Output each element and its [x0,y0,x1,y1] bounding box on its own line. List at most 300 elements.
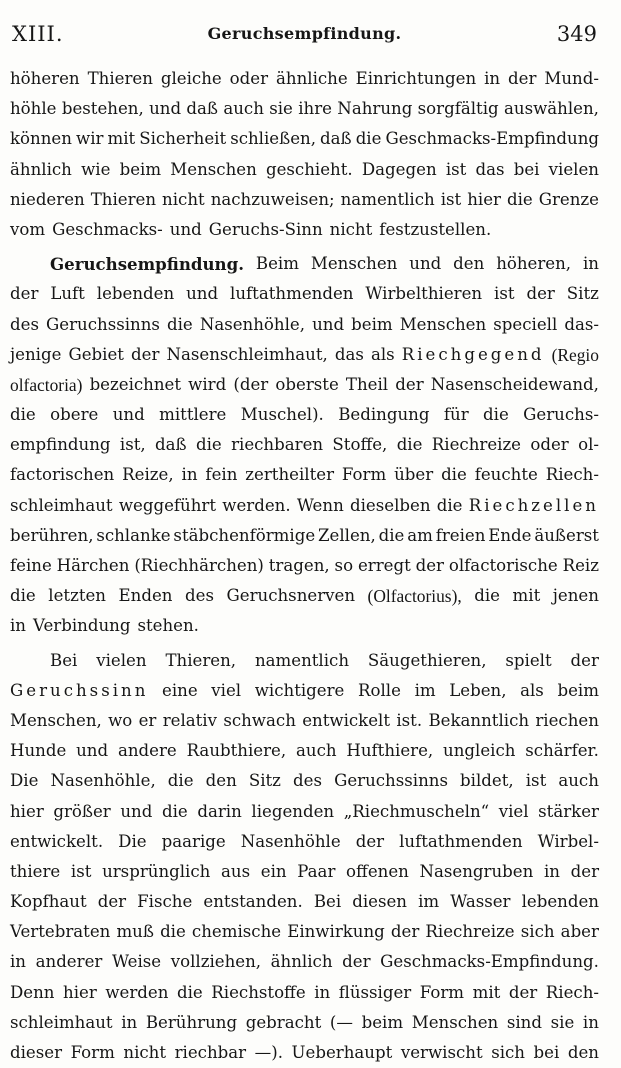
word: ähnliche [276,69,348,88]
word: viel [498,801,529,821]
word: der [570,861,599,881]
word: berühren, [10,525,94,545]
word: Menschen, [10,710,102,730]
word: obere [50,405,99,425]
word: „Riechmuscheln“ [343,801,490,821]
word: die [483,405,509,425]
word: luftathmenden [230,284,354,304]
word: Vertebraten [10,922,111,942]
word: Einwirkung [287,922,385,942]
word: die [436,495,463,515]
word: Kopfhaut [10,892,87,912]
word: oberste [275,374,339,394]
word: der [395,374,424,394]
word: beim [119,159,162,179]
word: höheren, [496,254,572,274]
word: als [370,344,395,364]
word: Grenze [538,189,599,209]
word: ist, [119,435,146,455]
word: Thieren [87,69,153,88]
word: Nasenschleimhaut, [166,344,328,364]
word: stäbchenförmige [173,525,316,545]
word: beim [557,680,599,700]
word: schwach [223,710,296,730]
word: Nasenscheidewand, [430,374,599,394]
word: Theil [345,374,389,394]
text-line [10,646,599,676]
word: Nasenhöhle, [50,771,156,791]
word: das [334,344,364,364]
word: die [506,189,533,209]
text-line [10,370,599,400]
word: Wirbelthieren [365,284,483,304]
word: in [121,1012,138,1032]
word: in [181,465,198,485]
word: und [112,405,145,425]
word: ist [525,771,547,791]
word: bildet, [460,771,514,791]
word: factorischen [10,465,115,485]
word: fein [205,465,238,485]
word: Form [341,465,387,485]
text-line [10,64,599,94]
word: in [10,952,26,972]
text-line [10,185,599,215]
page-header [10,14,599,48]
word: entwickelt. [10,831,104,851]
word: der [131,344,160,364]
word: der [10,284,39,304]
word: Bedingung [338,405,430,425]
word: in [484,69,501,88]
word: flüssiger [338,982,412,1002]
word: ursprünglich [102,861,211,881]
word: riechbaren [231,435,324,455]
word: eine [162,680,198,700]
word: Menschen [310,254,398,274]
word: jenige [10,344,62,364]
word: Wirbel- [537,831,599,851]
chapter-number: XIII. [12,22,64,46]
word: auswählen, [503,99,599,119]
word: für [443,405,469,425]
word: mit [512,586,541,606]
word: Ende [488,525,532,545]
text-line [10,1008,599,1038]
word: und [149,99,182,119]
word: (der [233,374,269,394]
word: Riech- [545,465,599,485]
word: sie [269,99,293,119]
word: den [453,254,485,274]
text-line [10,766,599,796]
word: das [475,159,505,179]
text-line [10,736,599,766]
word: ungleich [443,741,516,761]
word: des [185,586,214,606]
word: der [508,69,537,88]
word: luftathmenden [399,831,523,851]
word: Geruchsnerven [226,586,356,606]
word: die [160,922,186,942]
word: spielt [505,650,552,670]
word: olfactorische [448,556,558,575]
word: über [394,465,434,485]
word: ein [260,861,287,881]
word: und [312,314,345,334]
word: die [10,405,36,425]
word: anderer [35,952,103,972]
word: die [474,586,500,606]
word: verwischt [400,1043,483,1062]
word: schließen, [230,129,316,149]
text-line [10,124,599,154]
word: und [76,741,109,761]
word: bestehen, [61,99,144,119]
text-line [10,676,599,706]
word: Sitz [566,284,599,304]
word: Riechreize [431,435,522,455]
text-line [10,857,599,887]
word: Raubthiere, [186,741,287,761]
word: schleimhaut [10,1012,113,1032]
word: Reize, [122,465,174,485]
word: die [10,586,36,606]
word: nachzuweisen; [210,189,335,209]
paragraph-p1 [10,64,599,245]
word: Bei [313,892,342,912]
word: Reiz [562,556,599,575]
word: Riech- [545,982,599,1002]
word: (— [329,1012,353,1032]
word: im [414,680,436,700]
word: Geruchs- [523,405,599,425]
word: ihre [298,99,332,119]
word: vollziehen, [170,952,262,972]
word: so [334,556,354,575]
word: niederen [10,189,85,209]
word: ol- [578,435,599,455]
word: ist [70,861,92,881]
word: Muschel). [240,405,324,425]
text-line [10,279,599,309]
word: Bekanntlich [428,710,530,730]
word: feuchte [474,465,538,485]
word: ist [494,284,515,304]
word: Form [419,982,465,1002]
word: olfactoria) [10,374,83,395]
word: Mund- [544,69,599,88]
word: Wasser [450,892,511,912]
word: nicht [329,219,373,239]
text-line [10,521,599,551]
word: Stoffe, [332,435,388,455]
word: Paar [297,861,336,881]
word: größer [53,801,111,821]
text-line [10,581,599,611]
word: darin [197,801,242,821]
word: Dagegen [361,159,437,179]
word: mittlere [159,405,227,425]
text-line [10,827,599,857]
word: Bei [50,650,78,670]
word: sich [520,922,555,942]
word: Wenn [296,495,344,515]
word: Nasengruben [419,861,534,881]
text-line [10,340,599,370]
word: daß [186,99,219,119]
word: im [418,892,440,912]
word: stehen. [137,616,199,636]
word: und [120,801,153,821]
word: und [186,284,219,304]
word: die [355,129,382,149]
word: Verbindung [33,616,131,636]
text-line [10,706,599,736]
word: beim [351,314,393,334]
text-line [10,611,599,641]
word: lebenden [96,284,175,304]
word: speciell [493,314,558,334]
word: Die [10,771,39,791]
text-line [10,978,599,1008]
word: Thieren [90,189,157,209]
word: ist [445,159,467,179]
word: ist. [396,710,423,730]
text-line [10,551,599,581]
word: ähnlich [270,952,333,972]
word: Geruchsempfindung. [50,254,245,275]
word: höhle [10,99,57,119]
word: namentlich [254,650,350,670]
word: äußerst [534,525,599,545]
word: die [441,465,467,485]
word: tragen, [268,556,330,575]
word: Fische [137,892,193,912]
word: Säugethieren, [367,650,487,670]
word: oder [229,69,269,88]
word: Menschen [411,1012,499,1032]
word: entwickelt [302,710,391,730]
word: namentlich [340,189,435,209]
word: letzten [48,586,106,606]
word: lebenden [521,892,599,912]
word: Enden [118,586,173,606]
word: wie [81,159,111,179]
word: Härchen [56,556,130,575]
word: Form [70,1043,115,1062]
word: Thieren, [165,650,237,670]
word: dieser [10,1043,63,1062]
word: aber [560,922,599,942]
word: Die [118,831,147,851]
word: aus [221,861,251,881]
word: Nasenhöhle [240,831,341,851]
word: der [526,284,555,304]
word: hier [467,189,501,209]
word: die [167,314,193,334]
text-line [10,917,599,947]
word: der [355,831,385,851]
word: und [169,219,202,239]
word: Rolle [358,680,401,700]
word: sorgfältig [417,99,499,119]
word: vielen [548,159,599,179]
text-line [10,249,599,279]
word: in [314,982,331,1002]
word: den [205,771,237,791]
word: auch [558,771,599,791]
word: bei [513,159,540,179]
running-title: Geruchsempfindung. [207,24,402,43]
word: und [409,254,442,274]
word: hier [10,801,44,821]
word: ähnlich [10,159,72,179]
word: dieselben [349,495,431,515]
text-line [10,797,599,827]
word: riechen [535,710,599,730]
text-line [10,1038,599,1068]
word: gebracht [245,1012,322,1032]
word: nicht [162,189,205,209]
word: sich [491,1043,525,1062]
word: Riechstoffe [211,982,306,1002]
word: Geruchssinns [46,314,160,334]
word: werden [105,982,169,1002]
word: bei [533,1043,560,1062]
word: Hufthiere, [346,741,434,761]
word: in [582,1012,599,1032]
text-line [10,94,599,124]
word: die [161,801,188,821]
word: Luft [50,284,85,304]
word: feine [10,556,52,575]
word: in [582,254,599,274]
text-line [10,887,599,917]
word: Beim [255,254,299,274]
word: die [396,435,423,455]
word: paarige [161,831,226,851]
page-number: 349 [556,22,597,46]
text-line [10,400,599,430]
word: Riechgegend [401,344,545,364]
word: (Riechhärchen) [134,556,264,575]
word: sie [550,1012,575,1032]
word: gleiche [160,69,222,88]
word: Riechreize [425,922,515,942]
word: entstanden. [203,892,303,912]
text-line [10,947,599,977]
word: nicht [123,1043,167,1062]
word: des [10,314,39,334]
word: andere [117,741,177,761]
word: (Regio [551,344,599,365]
word: auch [223,99,264,119]
word: weggeführt [118,495,217,515]
word: thiere [10,861,61,881]
word: Menschen [170,159,257,179]
word: relativ [162,710,217,730]
word: sind [506,1012,542,1032]
word: schleimhaut [10,495,113,515]
word: höheren [10,69,80,88]
word: Denn [10,982,55,1002]
word: vom [10,219,46,239]
word: Riechzellen [468,495,599,515]
word: ist [440,189,462,209]
word: daß [155,435,187,455]
text-line [10,310,599,340]
word: oder [530,435,569,455]
word: Geruchssinns [334,771,448,791]
word: erregt [357,556,411,575]
word: Gebiet [68,344,124,364]
word: Sitz [248,771,281,791]
word: in [543,861,560,881]
word: hier [63,982,97,1002]
word: (Olfactorius), [367,586,462,607]
word: als [520,680,544,700]
word: in [10,616,26,636]
word: muß [116,922,154,942]
word: werden. [222,495,291,515]
word: freien [435,525,486,545]
word: schlanke [96,525,171,545]
word: festzustellen. [379,219,492,239]
word: offenen [346,861,409,881]
word: beim [361,1012,404,1032]
word: Geschmacks-Empfindung. [380,952,599,972]
word: der [390,922,420,942]
word: Zellen, [318,525,376,545]
word: am [407,525,433,545]
word: Nasenhöhle, [199,314,306,334]
text-line [10,491,599,521]
body-text [10,64,599,1068]
word: schärfer. [525,741,599,761]
word: die [176,982,203,1002]
word: empfindung [10,435,111,455]
word: auch [295,741,337,761]
text-line [10,430,599,460]
word: wichtigere [254,680,345,700]
word: der [415,556,444,575]
word: wir [75,129,104,149]
word: Sicherheit [139,129,227,149]
word: der [570,650,599,670]
paragraph-p3 [10,646,599,1068]
word: Weise [111,952,162,972]
word: er [138,710,157,730]
word: können [10,129,72,149]
word: Berührung [145,1012,238,1032]
word: daß [320,129,352,149]
text-line [10,215,599,245]
word: Geruchssinn [10,680,149,700]
word: diesen [352,892,407,912]
word: der [97,892,127,912]
word: wird [188,374,227,394]
word: Nahrung [337,99,413,119]
word: Geschmacks- [52,219,163,239]
word: vielen [96,650,147,670]
word: Geschmacks-Empfindung [385,129,599,149]
word: Hunde [10,741,67,761]
word: mit [472,982,501,1002]
word: zertheilter [245,465,335,485]
word: die [167,771,194,791]
paragraph-p2 [10,249,599,641]
